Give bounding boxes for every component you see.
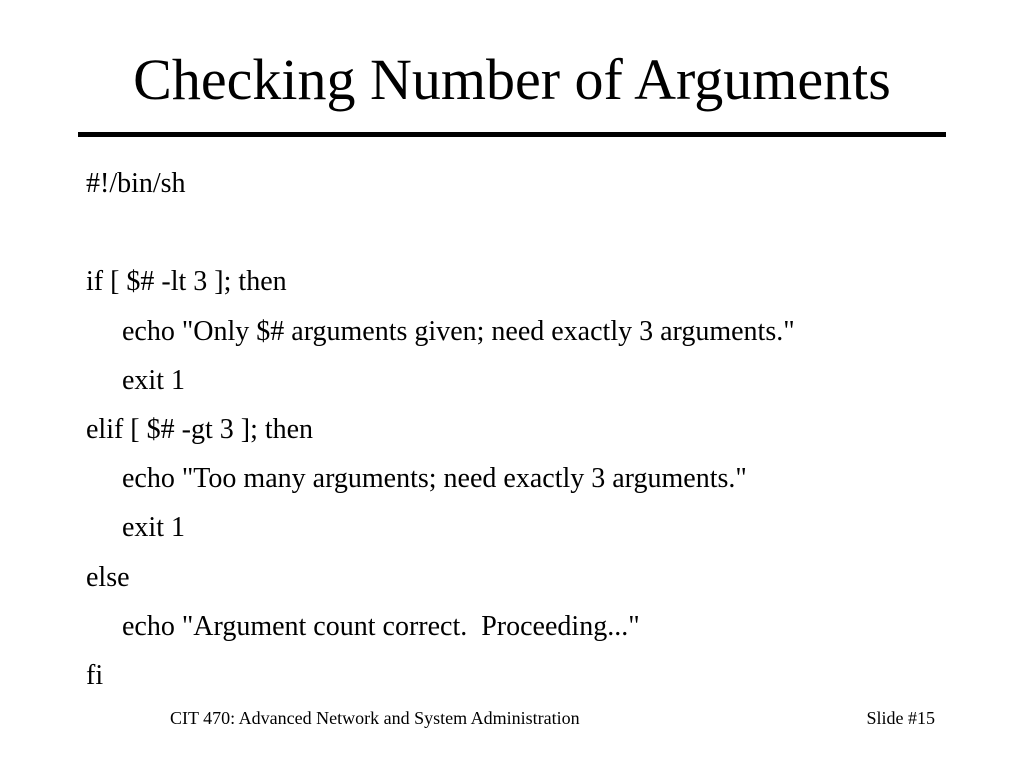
slide-title: Checking Number of Arguments	[133, 47, 891, 112]
code-line: echo "Too many arguments; need exactly 3 arguments."	[122, 463, 747, 495]
title-divider	[78, 132, 946, 137]
code-line: if [ $# -lt 3 ]; then	[86, 266, 287, 298]
footer-course-title: CIT 470: Advanced Network and System Administration	[170, 708, 580, 728]
footer-slide-number: Slide #15	[866, 708, 935, 728]
code-block	[86, 159, 986, 700]
code-line: echo "Argument count correct. Proceeding..."	[122, 610, 640, 642]
code-line: echo "Only $# arguments given; need exactly 3 arguments."	[122, 315, 795, 347]
code-line: #!/bin/sh	[86, 168, 186, 199]
code-line: elif [ $# -gt 3 ]; then	[86, 413, 314, 445]
code-line: else	[86, 561, 130, 593]
code-line-blank	[86, 208, 986, 257]
code-line: exit 1	[122, 364, 185, 396]
code-line: fi	[86, 659, 104, 691]
code-line: exit 1	[122, 512, 185, 544]
